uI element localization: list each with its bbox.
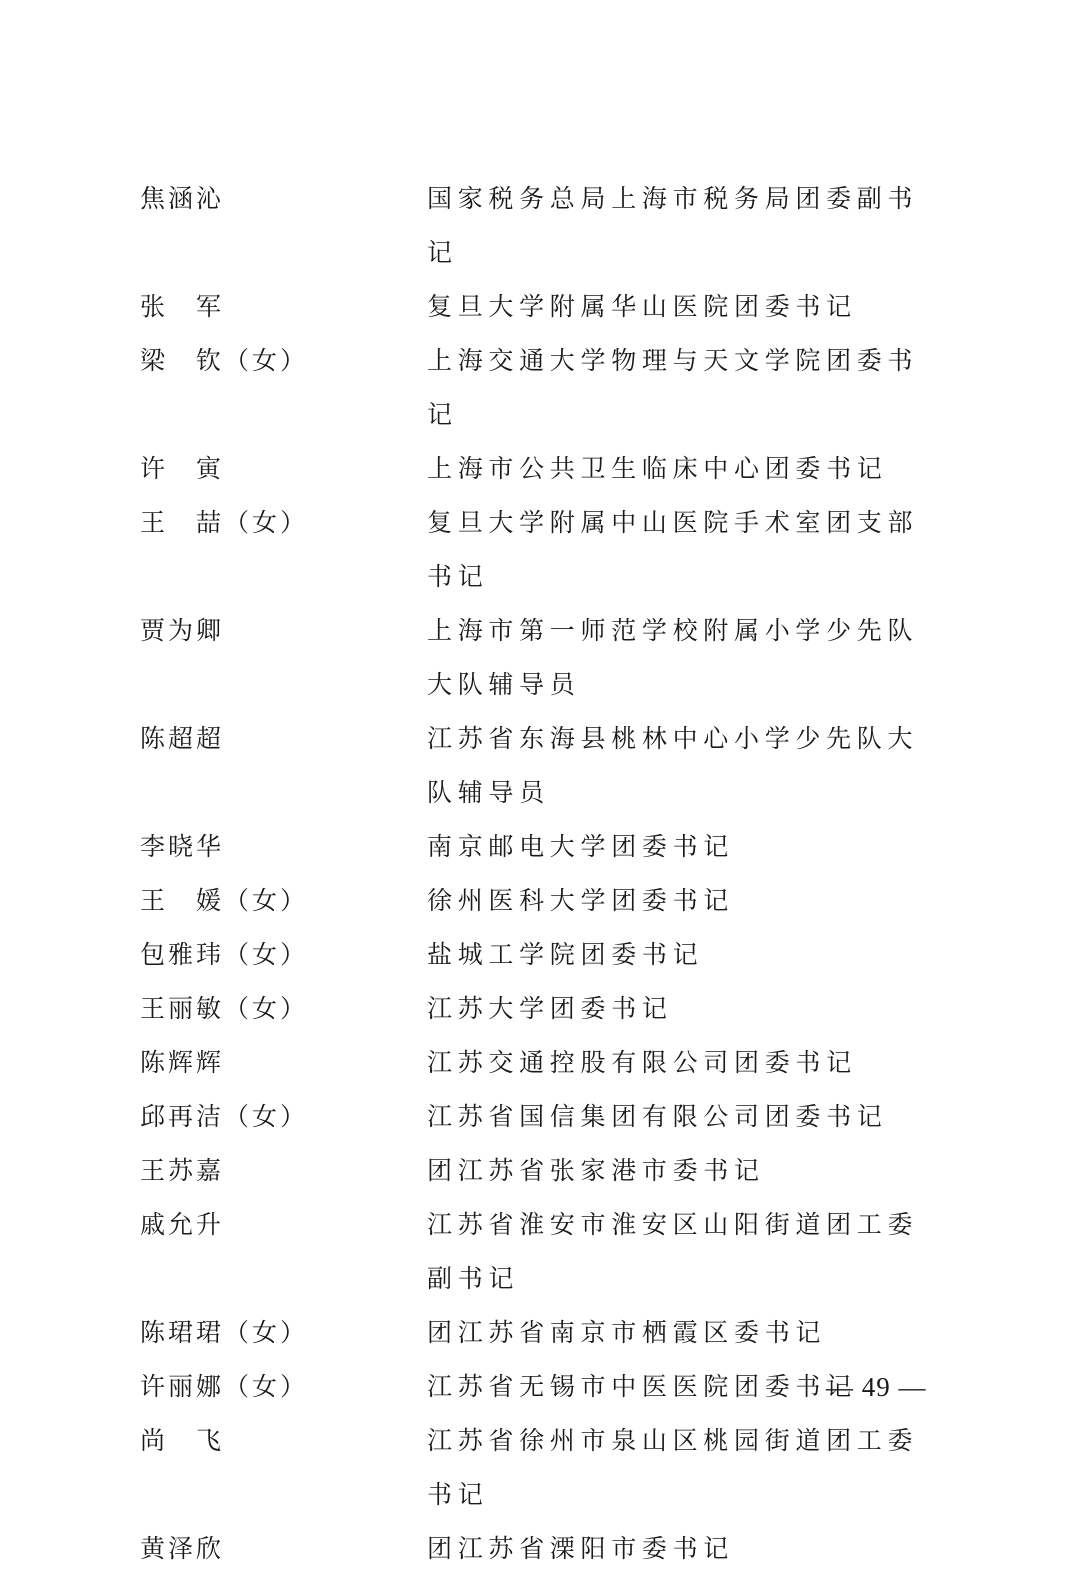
person-role: 江苏省无锡市中医医院团委书记	[427, 1372, 857, 1401]
person-name: 焦涵沁	[140, 184, 225, 213]
person-role: 江苏省徐州市泉山区桃园街道团工委书记	[427, 1426, 919, 1509]
person-name: 许 寅	[140, 454, 225, 483]
list-item	[140, 280, 960, 334]
person-role: 团江苏省张家港市委书记	[427, 1156, 765, 1185]
list-item	[140, 928, 960, 982]
person-name: 戚允升	[140, 1210, 225, 1239]
person-role: 江苏大学团委书记	[427, 994, 673, 1023]
list-item	[140, 1414, 960, 1522]
person-name: 许丽娜（女）	[140, 1372, 309, 1401]
list-item	[140, 1306, 960, 1360]
person-name: 张 军	[140, 292, 225, 321]
list-item	[140, 982, 960, 1036]
list-item	[140, 1522, 960, 1576]
list-item	[140, 712, 960, 820]
list-item	[140, 1036, 960, 1090]
person-name: 李晓华	[140, 832, 225, 861]
person-name: 尚 飞	[140, 1426, 225, 1455]
person-name: 陈辉辉	[140, 1048, 225, 1077]
person-role: 江苏省国信集团有限公司团委书记	[427, 1102, 888, 1131]
person-role: 江苏省东海县桃林中心小学少先队大队辅导员	[427, 724, 919, 807]
person-role: 盐城工学院团委书记	[427, 940, 704, 969]
list-item	[140, 820, 960, 874]
list-item	[140, 1198, 960, 1306]
person-role: 上海市第一师范学校附属小学少先队大队辅导员	[427, 616, 919, 699]
page-number: — 49 —	[826, 1372, 927, 1402]
person-role: 国家税务总局上海市税务局团委副书记	[427, 184, 919, 267]
person-name: 梁 钦（女）	[140, 346, 309, 375]
list-item	[140, 334, 960, 442]
person-name: 王丽敏（女）	[140, 994, 309, 1023]
person-name: 王 喆（女）	[140, 508, 309, 537]
person-name: 邱再洁（女）	[140, 1102, 309, 1131]
person-role: 南京邮电大学团委书记	[427, 832, 735, 861]
person-name: 包雅玮（女）	[140, 940, 309, 969]
person-role: 团江苏省南京市栖霞区委书记	[427, 1318, 827, 1347]
list-item	[140, 496, 960, 604]
list-item	[140, 604, 960, 712]
person-name: 陈珺珺（女）	[140, 1318, 309, 1347]
person-name: 陈超超	[140, 724, 225, 753]
name-list	[140, 172, 960, 1576]
person-role: 徐州医科大学团委书记	[427, 886, 735, 915]
person-name: 黄泽欣	[140, 1534, 225, 1563]
person-name: 王 媛（女）	[140, 886, 309, 915]
person-role: 复旦大学附属中山医院手术室团支部书记	[427, 508, 919, 591]
person-role: 团江苏省溧阳市委书记	[427, 1534, 735, 1563]
person-name: 贾为卿	[140, 616, 225, 645]
list-item	[140, 442, 960, 496]
list-item	[140, 1144, 960, 1198]
list-item	[140, 1090, 960, 1144]
person-role: 复旦大学附属华山医院团委书记	[427, 292, 857, 321]
person-role: 上海市公共卫生临床中心团委书记	[427, 454, 888, 483]
person-role: 江苏交通控股有限公司团委书记	[427, 1048, 857, 1077]
person-role: 江苏省淮安市淮安区山阳街道团工委副书记	[427, 1210, 919, 1293]
list-item	[140, 874, 960, 928]
list-item	[140, 172, 960, 280]
person-name: 王苏嘉	[140, 1156, 225, 1185]
person-role: 上海交通大学物理与天文学院团委书记	[427, 346, 919, 429]
